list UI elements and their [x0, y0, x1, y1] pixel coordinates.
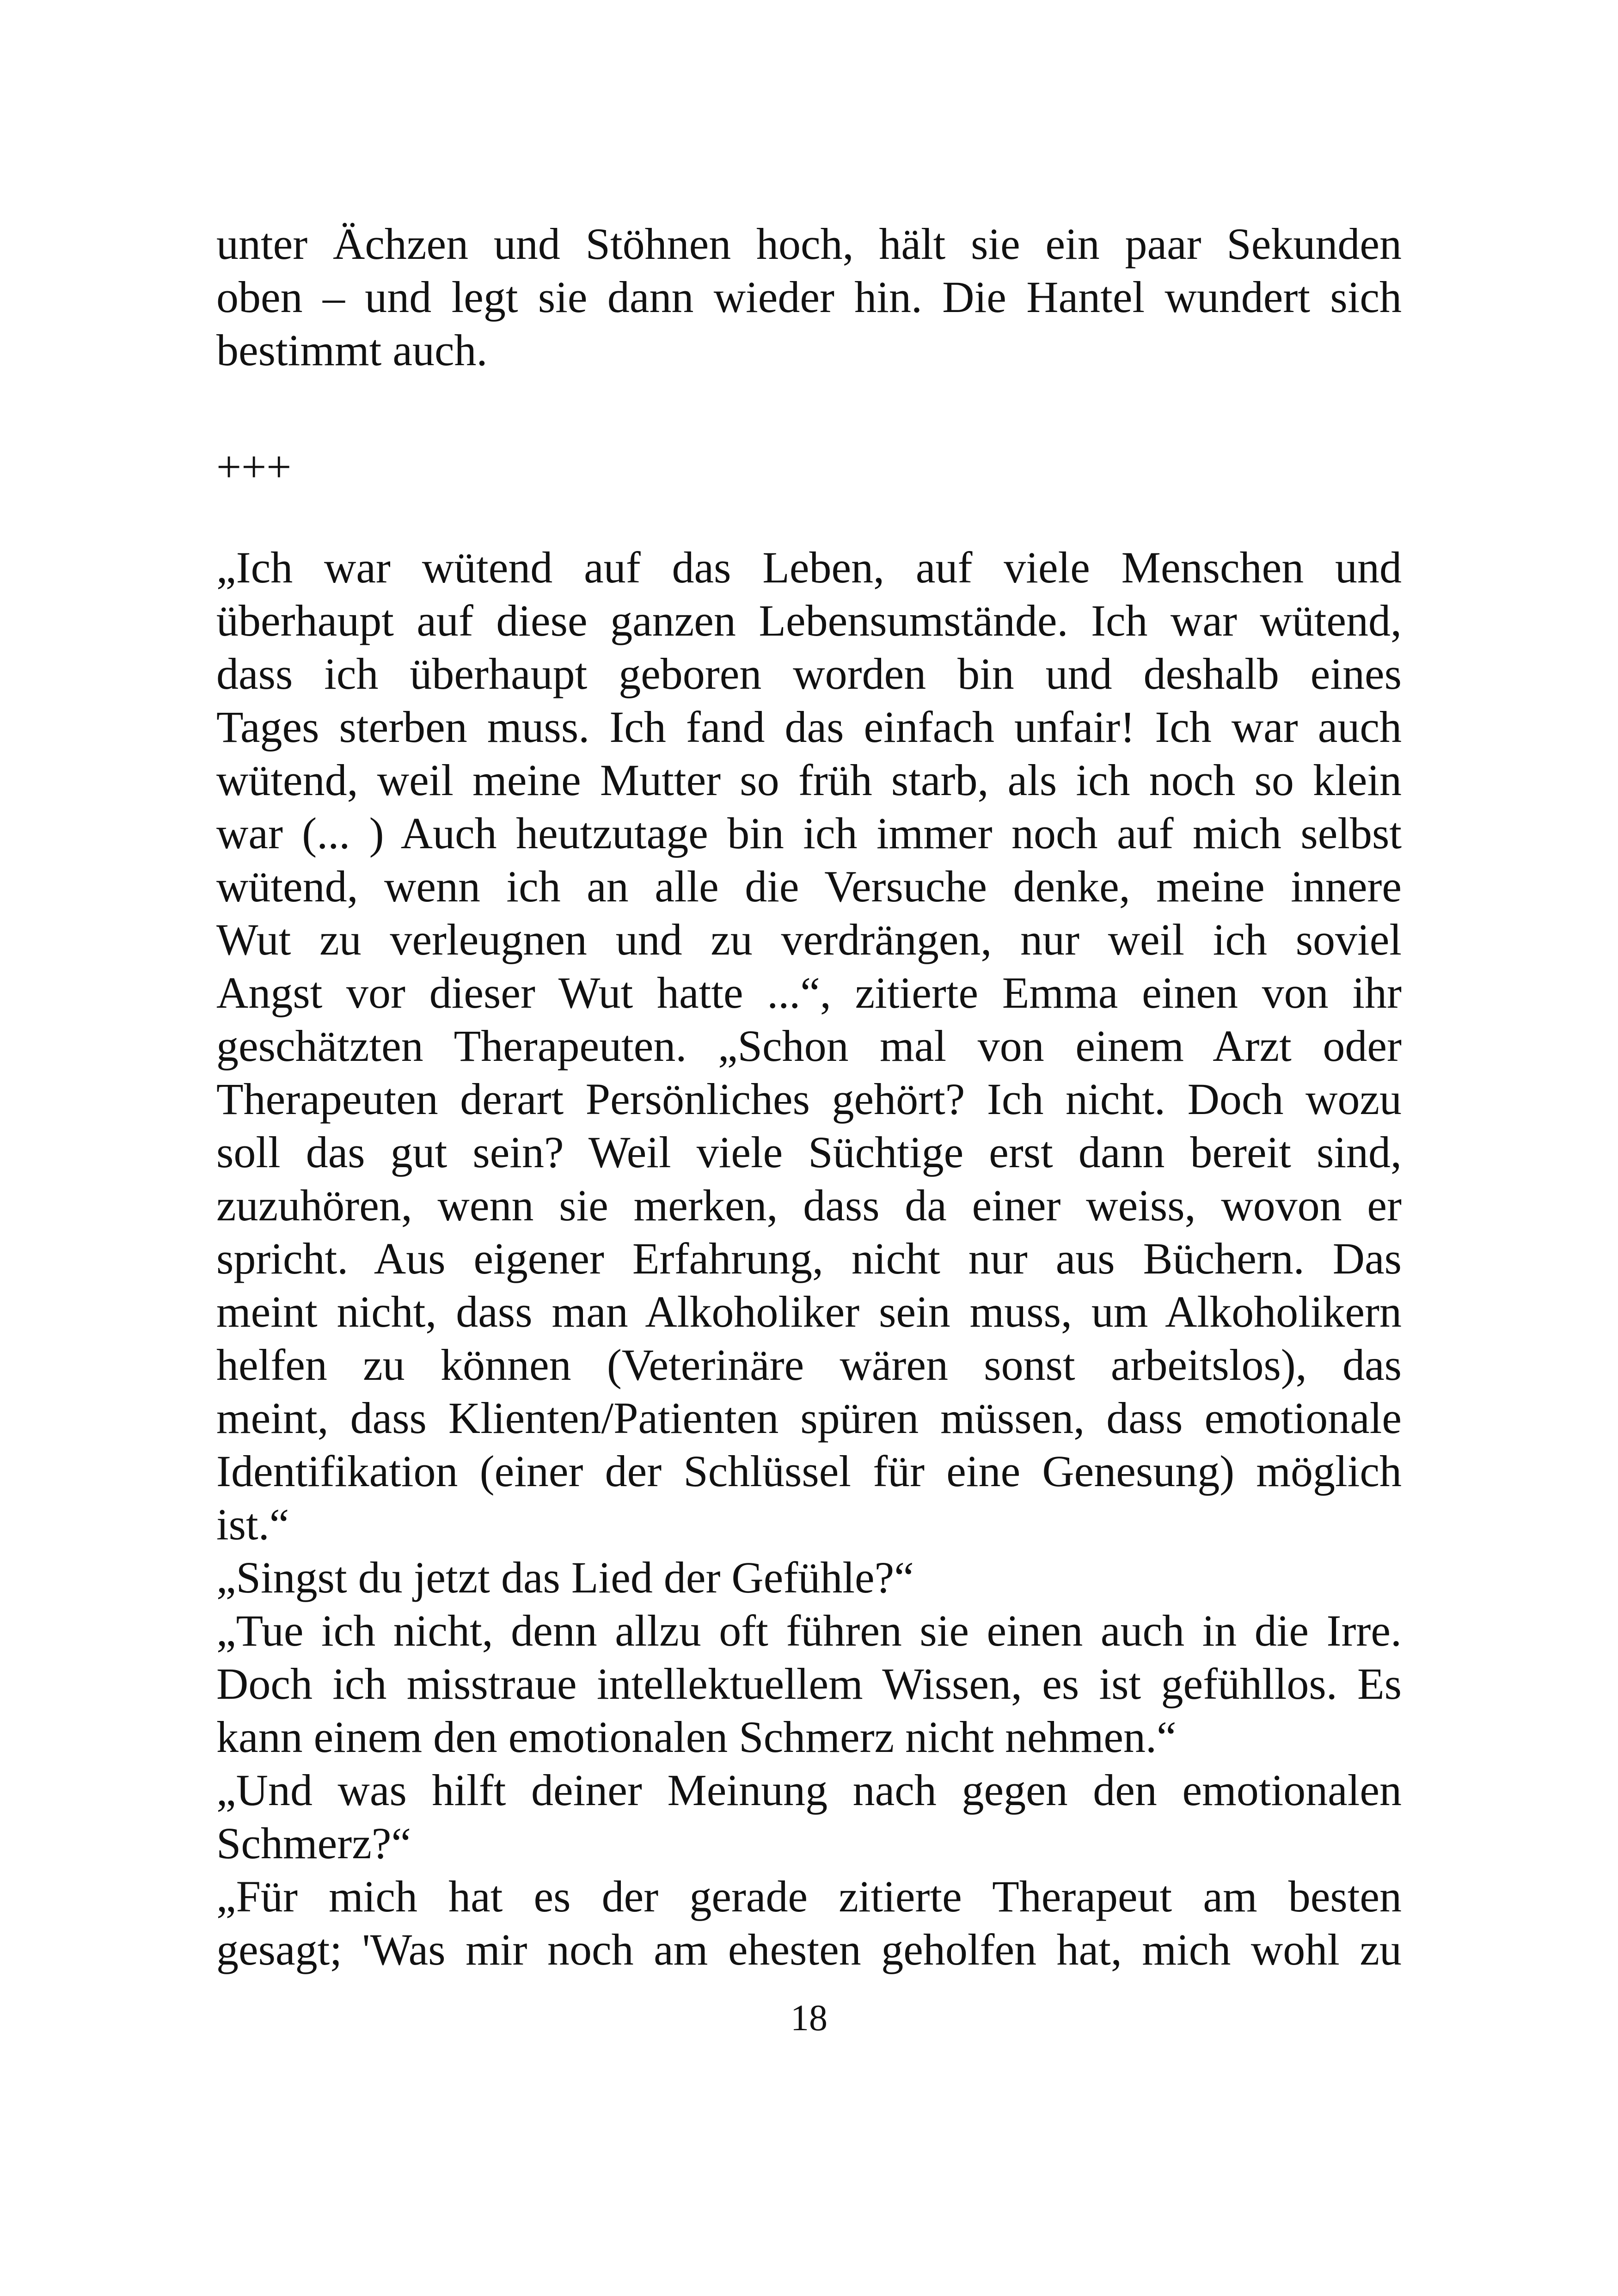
text-line: war (... ) Auch heutzutage bin ich immer noch auf mich selbst [216, 808, 1402, 858]
text-line: helfen zu können (Veterinäre wären sonst arbeitslos), das [216, 1340, 1402, 1390]
text-line: geschätzten Therapeuten. „Schon mal von einem Arzt oder [216, 1021, 1402, 1071]
section-separator [216, 440, 1402, 493]
text-line: oben – und legt sie dann wieder hin. Die Hantel wundert sich [216, 272, 1402, 322]
text-line: ist.“ [216, 1500, 289, 1549]
text-line: soll das gut sein? Weil viele Süchtige erst dann bereit sind, [216, 1127, 1402, 1177]
text-line: meint nicht, dass man Alkoholiker sein muss, um Alkoholikern [216, 1287, 1402, 1336]
text-line: Schmerz?“ [216, 1818, 411, 1868]
page-number: 18 [791, 1998, 827, 2039]
top-paragraph [216, 217, 1402, 377]
text-line: Wut zu verleugnen und zu verdrängen, nur weil ich soviel [216, 915, 1402, 964]
text-line: wütend, wenn ich an alle die Versuche denke, meine innere [216, 862, 1402, 911]
text-line: „Tue ich nicht, denn allzu oft führen sie einen auch in die Irre. [216, 1606, 1402, 1655]
text-line: unter Ächzen und Stöhnen hoch, hält sie ein paar Sekunden [216, 219, 1402, 269]
text-line: Angst vor dieser Wut hatte ...“, zitierte Emma einen von ihr [216, 968, 1402, 1017]
main-text [216, 541, 1402, 1976]
text-line: meint, dass Klienten/Patienten spüren müssen, dass emotionale [216, 1393, 1402, 1443]
text-line: zuzuhören, wenn sie merken, dass da einer weiss, wovon er [216, 1181, 1402, 1230]
separator-text: +++ [216, 442, 292, 491]
text-line: spricht. Aus eigener Erfahrung, nicht nur aus Büchern. Das [216, 1234, 1402, 1283]
text-line: kann einem den emotionalen Schmerz nicht nehmen.“ [216, 1712, 1177, 1762]
text-line: bestimmt auch. [216, 325, 488, 375]
text-line: Doch ich misstraue intellektuellem Wissen, es ist gefühllos. Es [216, 1659, 1402, 1708]
text-line: „Und was hilft deiner Meinung nach gegen den emotionalen [216, 1765, 1402, 1815]
text-line: Tages sterben muss. Ich fand das einfach unfair! Ich war auch [216, 702, 1402, 752]
text-line: „Ich war wütend auf das Leben, auf viele Menschen und [216, 543, 1402, 592]
text-line: überhaupt auf diese ganzen Lebensumstände. Ich war wütend, [216, 596, 1402, 645]
text-line: „Singst du jetzt das Lied der Gefühle?“ [216, 1553, 914, 1602]
text-line: wütend, weil meine Mutter so früh starb, als ich noch so klein [216, 755, 1402, 805]
text-line: Identifikation (einer der Schlüssel für eine Genesung) möglich [216, 1446, 1402, 1496]
text-line: „Für mich hat es der gerade zitierte Therapeut am besten [216, 1872, 1402, 1921]
text-line: Therapeuten derart Persönliches gehört? Ich nicht. Doch wozu [216, 1074, 1402, 1124]
text-line: gesagt; 'Was mir noch am ehesten geholfen hat, mich wohl zu [216, 1925, 1402, 1974]
text-line: dass ich überhaupt geboren worden bin und deshalb eines [216, 649, 1402, 698]
